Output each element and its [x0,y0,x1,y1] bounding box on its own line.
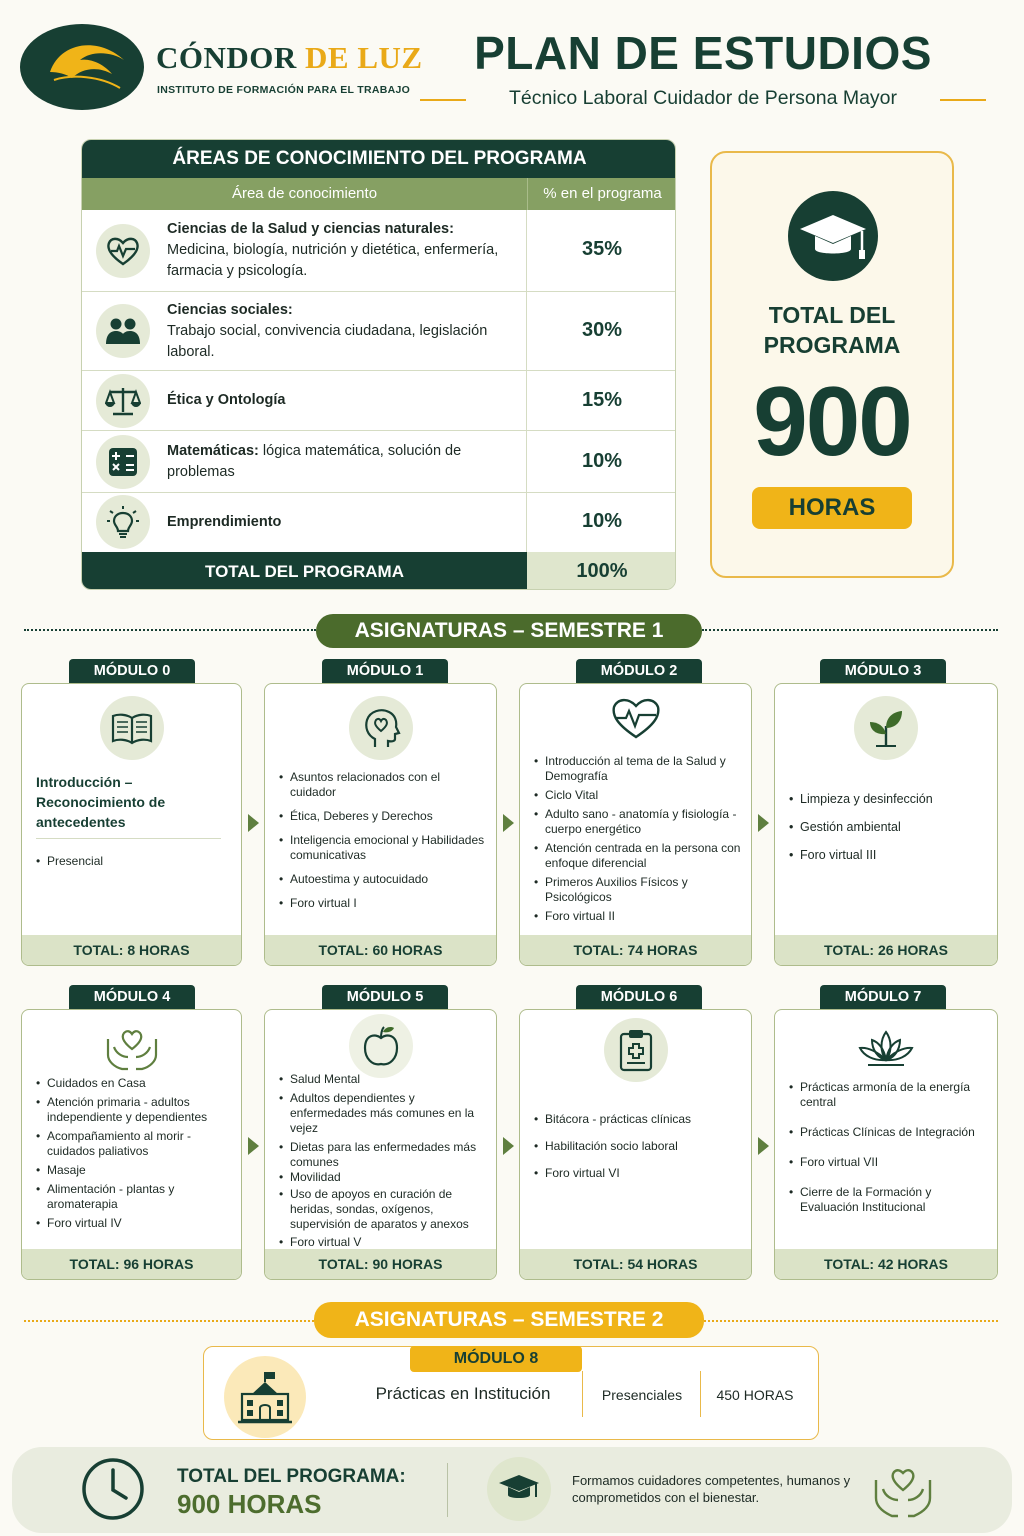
module-7-tab: MÓDULO 7 [820,985,946,1009]
topic-item: • Foro virtual VI [534,1166,743,1181]
topic-item: • Prácticas Clínicas de Integración [789,1125,989,1140]
area-name: Emprendimiento [167,514,282,530]
topic-item: • Alimentación - plantas y aromaterapia [36,1182,233,1212]
arrow-right-icon [758,814,769,832]
topic-item: • Foro virtual V [279,1235,488,1250]
topic-item: • Cierre de la Formación y Evaluación Institucional [789,1185,989,1215]
semester-1-title: ASIGNATURAS – SEMESTRE 1 [316,614,702,648]
module-4-topics [36,1076,233,1231]
module-3-tab: MÓDULO 3 [820,659,946,683]
apple-icon [349,1014,413,1078]
module-5-card [264,1009,497,1280]
area-text [167,441,517,483]
arrow-right-icon [248,814,259,832]
knowledge-areas-table [81,139,676,590]
heart-pulse-icon [96,224,150,278]
table-total-label: TOTAL DEL PROGRAMA [82,552,527,590]
topic-item: • Foro virtual III [789,848,989,863]
topic-item: • Presencial [36,854,233,869]
topic-item: • Foro virtual IV [36,1216,233,1231]
column-header-percent: % en el programa [527,178,676,210]
module-8-mode: Presenciales [601,1387,683,1403]
topic-item: • Atención centrada en la persona con enfoque diferencial [534,841,743,871]
brand-subtitle: INSTITUTO DE FORMACIÓN PARA EL TRABAJO [157,84,411,96]
heart-pulse-icon [606,688,666,748]
column-header-area: Área de conocimiento [231,185,378,202]
module-2-topics [534,754,743,924]
scales-icon [96,374,150,428]
area-text [167,512,517,533]
total-label-line2: PROGRAMA [763,332,901,358]
topic-item: • Masaje [36,1163,233,1178]
logo [20,24,144,110]
module-4-tab: MÓDULO 4 [69,985,195,1009]
section-divider [24,629,316,631]
module-1-topics [279,770,488,911]
topic-item: • Gestión ambiental [789,820,989,835]
head-heart-icon [349,696,413,760]
total-hours-unit: HORAS [752,487,912,529]
area-text [167,219,517,282]
table-row [82,371,676,431]
module-7-card [774,1009,998,1280]
footer-total-label: TOTAL DEL PROGRAMA: [177,1466,406,1487]
area-name: Matemáticas: [167,443,259,459]
module-divider [36,838,221,839]
topic-item: • Salud Mental [279,1072,488,1087]
page-title: PLAN DE ESTUDIOS [474,27,932,79]
module-2-total: TOTAL: 74 HORAS [520,935,751,965]
module-0-total: TOTAL: 8 HORAS [22,935,241,965]
area-description: Medicina, biología, nutrición y dietética, enfermería, farmacia y psicología. [167,242,499,279]
footer-message: Formamos cuidadores competentes, humanos y comprometidos con el bienestar. [572,1473,851,1505]
area-percent: 15% [581,389,623,411]
module-4-card [21,1009,242,1280]
brand-name [156,40,423,76]
module-6-topics [534,1112,743,1181]
area-name: Ética y Ontología [167,392,286,408]
area-description: lógica matemática, solución de problemas [167,443,462,480]
hands-heart-icon [872,1462,934,1520]
topic-item: • Cuidados en Casa [36,1076,233,1091]
arrow-right-icon [503,814,514,832]
topic-item: • Bitácora - prácticas clínicas [534,1112,743,1127]
table-row [82,431,676,493]
module-7-total: TOTAL: 42 HORAS [775,1249,997,1279]
area-percent: 10% [581,510,623,532]
lotus-icon [854,1016,918,1080]
module-6-card [519,1009,752,1280]
topic-item: • Adulto sano - anatomía y fisiología - cuerpo energético [534,807,743,837]
module-7-topics [789,1080,989,1215]
plant-icon [854,696,918,760]
module-6-total: TOTAL: 54 HORAS [520,1249,751,1279]
topic-item: • Ciclo Vital [534,788,743,803]
calculator-icon [96,435,150,489]
column-divider [582,1371,583,1417]
lightbulb-icon [96,495,150,549]
topic-item: • Introducción al tema de la Salud y Demografía [534,754,743,784]
area-text [167,300,517,363]
module-1-tab: MÓDULO 1 [322,659,448,683]
people-icon [96,304,150,358]
total-label [712,300,952,360]
table-title: ÁREAS DE CONOCIMIENTO DEL PROGRAMA [82,140,676,178]
topic-item: • Movilidad [279,1170,488,1185]
topic-item: • Foro virtual I [279,896,488,911]
area-text [167,390,517,411]
page-subtitle: Técnico Laboral Cuidador de Persona Mayor [508,87,898,109]
topic-item: • Uso de apoyos en curación de heridas, sondas, oxígenos, supervisión de aparatos y anexos [279,1187,488,1232]
module-0-topics [36,854,233,869]
institution-building-icon [224,1356,306,1438]
module-2-tab: MÓDULO 2 [576,659,702,683]
graduation-cap-icon [788,191,878,281]
module-8-name: Prácticas en Institución [375,1384,551,1403]
module-3-card [774,683,998,966]
module-8-tab: MÓDULO 8 [410,1346,582,1372]
module-8-hours: 450 HORAS [716,1387,794,1403]
section-divider [24,1320,314,1322]
area-percent: 35% [581,238,623,260]
column-divider [700,1371,701,1417]
module-1-total: TOTAL: 60 HORAS [265,935,496,965]
module-6-tab: MÓDULO 6 [576,985,702,1009]
table-row [82,292,676,371]
module-0-tab: MÓDULO 0 [69,659,195,683]
program-total-card [710,151,954,578]
topic-item: • Adultos dependientes y enfermedades más comunes en la vejez [279,1091,488,1136]
section-divider [702,629,998,631]
topic-item: • Habilitación socio laboral [534,1139,743,1154]
module-1-card [264,683,497,966]
arrow-right-icon [503,1137,514,1155]
module-5-topics [279,1072,488,1250]
topic-item: • Foro virtual II [534,909,743,924]
open-book-icon [100,696,164,760]
module-0-card [21,683,242,966]
topic-item: • Asuntos relacionados con el cuidador [279,770,488,800]
arrow-right-icon [248,1137,259,1155]
brand-accent: DE LUZ [305,40,423,75]
topic-item: • Foro virtual VII [789,1155,989,1170]
table-row [82,210,676,292]
topic-item: • Prácticas armonía de la energía central [789,1080,989,1110]
table-footer [82,552,676,590]
module-4-total: TOTAL: 96 HORAS [22,1249,241,1279]
module-3-total: TOTAL: 26 HORAS [775,935,997,965]
topic-item: • Dietas para las enfermedades más comunes [279,1140,488,1170]
clipboard-medical-icon [604,1018,668,1082]
clock-icon [80,1456,146,1522]
module-5-tab: MÓDULO 5 [322,985,448,1009]
section-divider [704,1320,998,1322]
brand-main: CÓNDOR [156,40,297,75]
semester-2-title: ASIGNATURAS – SEMESTRE 2 [314,1302,704,1338]
topic-item: • Atención primaria - adultos independiente y dependientes [36,1095,233,1125]
topic-item: • Acompañamiento al morir - cuidados paliativos [36,1129,233,1159]
area-percent: 10% [581,450,623,472]
area-name: Ciencias de la Salud y ciencias naturales: [167,221,454,237]
topic-item: • Ética, Deberes y Derechos [279,809,488,824]
topic-item: • Inteligencia emocional y Habilidades comunicativas [279,833,488,863]
area-description: Trabajo social, convivencia ciudadana, legislación laboral. [167,323,488,360]
area-percent: 30% [581,319,623,341]
hands-heart-icon [100,1016,164,1080]
footer-divider [447,1463,448,1517]
topic-item: • Limpieza y desinfección [789,792,989,807]
topic-item: • Primeros Auxilios Físicos y Psicológicos [534,875,743,905]
table-header [82,178,676,210]
topic-item: • Autoestima y autocuidado [279,872,488,887]
module-2-card [519,683,752,966]
footer-total-hours: 900 HORAS [177,1489,322,1519]
table-row [82,493,676,552]
arrow-right-icon [758,1137,769,1155]
total-label-line1: TOTAL DEL [768,302,896,328]
area-name: Ciencias sociales: [167,302,293,318]
module-0-heading: Introducción – Reconocimiento de antecedentes [36,774,166,830]
module-3-topics [789,792,989,863]
table-total-percent: 100% [527,552,676,590]
graduation-cap-icon [487,1457,551,1521]
total-hours-number: 900 [753,366,911,476]
module-5-total: TOTAL: 90 HORAS [265,1249,496,1279]
